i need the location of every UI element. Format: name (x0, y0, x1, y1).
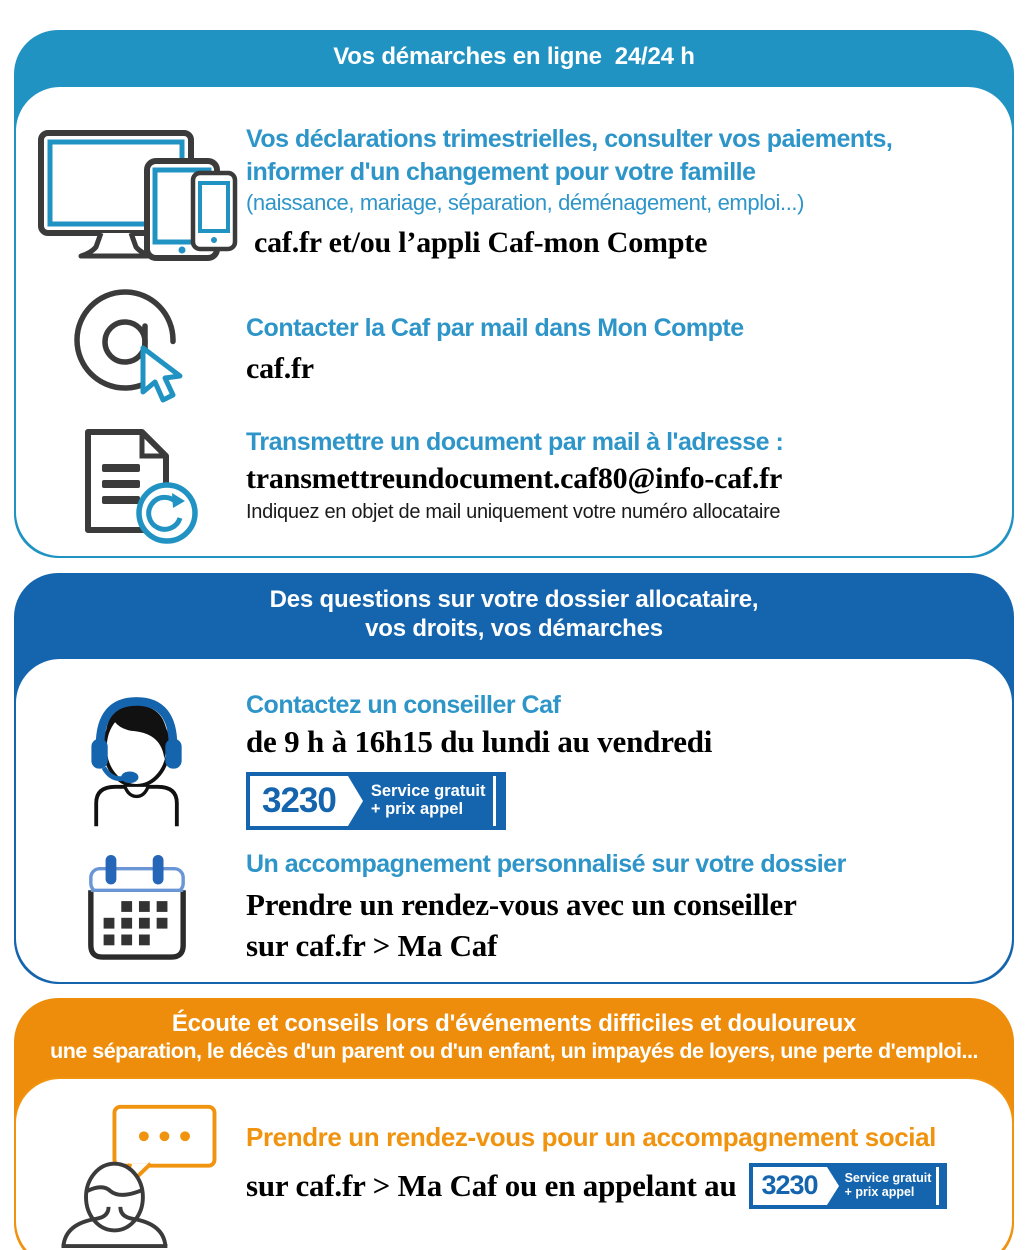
social-title: Prendre un rendez-vous pour un accompagnement social (246, 1121, 937, 1152)
section-questions-card (14, 657, 1014, 984)
advisor-title: Contactez un conseiller Caf (246, 690, 561, 719)
section-online-header (14, 30, 1014, 85)
phone-service-line1-small: Service gratuit (844, 1171, 932, 1186)
phone-service-line2: + prix appel (370, 800, 464, 819)
phone-badge-3230-small (749, 1163, 948, 1209)
section-support-title-line2: une séparation, le décès d'un parent ou d'un enfant, un impayés de loyers, une perte d'emploi... (50, 1038, 978, 1063)
section-support-title-line1: Écoute et conseils lors d'événements difficiles et douloureux (171, 1010, 857, 1038)
phone-number: 3230 (250, 776, 348, 826)
document-refresh-icon (72, 426, 202, 546)
document-note: Indiquez en objet de mail uniquement votre numéro allocataire (246, 501, 781, 524)
phone-service-line1: Service gratuit (370, 782, 486, 801)
section-online (14, 30, 1014, 558)
section-support-header (14, 998, 1014, 1077)
appointment-action-line1: Prendre un rendez-vous avec un conseiller (246, 887, 797, 923)
advisor-schedule: de 9 h à 16h15 du lundi au vendredi (246, 723, 713, 759)
document-line-1: Transmettre un document par mail à l'adresse : (246, 428, 784, 457)
badge-divider (936, 1167, 939, 1205)
at-cursor-icon (62, 284, 212, 416)
phone-number-small: 3230 (753, 1167, 827, 1205)
section-support-card (14, 1077, 1014, 1250)
section-questions-title-line2: vos droits, vos démarches (365, 614, 663, 642)
section-questions (14, 573, 1014, 984)
appointment-action-line2: sur caf.fr > Ma Caf (246, 927, 498, 963)
section-support (14, 998, 1014, 1250)
row-document (28, 426, 996, 546)
row-declarations (28, 123, 996, 268)
section-online-title: Vos démarches en ligne 24/24 h (333, 43, 695, 70)
section-questions-header (14, 573, 1014, 657)
devices-icon (35, 123, 240, 268)
speech-person-icon (53, 1099, 221, 1250)
calendar-icon (82, 848, 192, 966)
declarations-line-1: Vos déclarations trimestrielles, consulter vos paiements, (246, 125, 893, 154)
declarations-line-2: informer d'un changement pour votre famille (246, 158, 756, 187)
section-online-card (14, 85, 1014, 558)
row-mail (28, 284, 996, 416)
document-action: transmettreundocument.caf80@info-caf.fr (246, 462, 783, 496)
social-action: sur caf.fr > Ma Caf ou en appelant au (246, 1167, 737, 1203)
section-questions-title-line1: Des questions sur votre dossier allocataire, (269, 586, 759, 614)
declarations-line-3: (naissance, mariage, séparation, déménagement, emploi...) (246, 190, 805, 216)
headset-agent-icon (77, 689, 197, 829)
row-advisor (28, 689, 996, 830)
declarations-action: caf.fr et/ou l’appli Caf-mon Compte (254, 225, 708, 259)
badge-divider (493, 776, 496, 826)
phone-badge-3230 (246, 772, 506, 830)
mail-line-1: Contacter la Caf par mail dans Mon Compte (246, 314, 744, 343)
row-appointment (28, 848, 996, 966)
row-social (28, 1099, 996, 1250)
social-action-row (246, 1163, 988, 1209)
appointment-title: Un accompagnement personnalisé sur votre dossier (246, 850, 846, 879)
mail-action: caf.fr (246, 352, 314, 386)
badge-arrow-icon (348, 776, 363, 826)
badge-arrow-icon (827, 1167, 839, 1205)
phone-service-line2-small: + prix appel (844, 1184, 915, 1199)
